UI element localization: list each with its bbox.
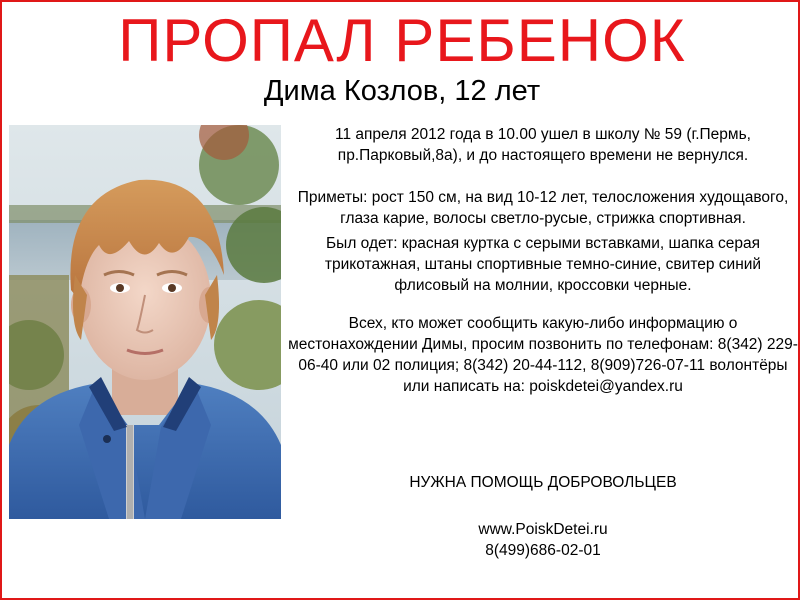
child-name-age: Дима Козлов, 12 лет xyxy=(263,75,541,107)
description-block xyxy=(288,124,798,397)
contact-paragraph: Всех, кто может сообщить какую-либо информацию о местонахождении Димы, просим позвонить по телефонам: 8(342) 229-06-40 или 02 полиция; 8(342) 20-44-112, 8(909)726-07-11 волонтёры или написать на: poiskdetei@yandex.ru xyxy=(288,315,798,395)
child-photo xyxy=(9,125,281,519)
poster-title: ПРОПАЛ РЕБЕНОК xyxy=(118,7,686,74)
disappearance-paragraph: 11 апреля 2012 года в 10.00 ушел в школу № 59 (г.Пермь, пр.Парковый,8а), и до настоящего времени не вернулся. xyxy=(335,126,751,164)
footer-block xyxy=(288,472,798,561)
volunteers-needed: НУЖНА ПОМОЩЬ ДОБРОВОЛЬЦЕВ xyxy=(409,474,677,491)
clothing-paragraph: Был одет: красная куртка с серыми вставками, шапка серая трикотажная, штаны спортивные темно-синие, свитер синий флисовый на молнии, кроссовки черные. xyxy=(324,235,762,294)
website-link[interactable]: www.PoiskDetei.ru xyxy=(478,521,608,538)
hotline-phone: 8(499)686-02-01 xyxy=(485,542,601,559)
features-paragraph: Приметы: рост 150 см, на вид 10-12 лет, телосложения худощавого, глаза карие, волосы светло-русые, стрижка спортивная. xyxy=(297,189,789,227)
